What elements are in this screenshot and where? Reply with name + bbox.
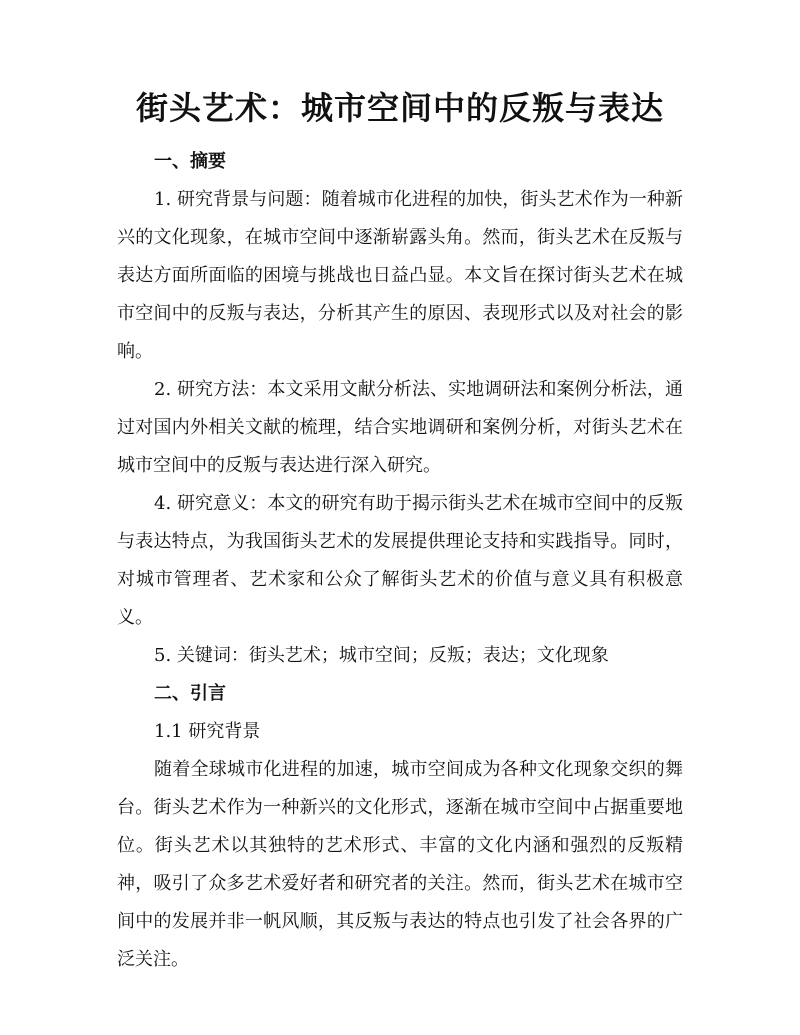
abstract-paragraph-background: 1. 研究背景与问题：随着城市化进程的加快，街头艺术作为一种新兴的文化现象，在城市空间中逐渐崭露头角。然而，街头艺术在反叛与表达方面所面临的困境与挑战也日益凸显。本文旨在探讨街头艺术在城市空间中的反叛与表达，分析其产生的原因、表现形式以及对社会的影响。 (117, 189, 683, 362)
abstract-paragraph-methods: 2. 研究方法：本文采用文献分析法、实地调研法和案例分析法，通过对国内外相关文献的梳理，结合实地调研和案例分析，对街头艺术在城市空间中的反叛与表达进行深入研究。 (117, 379, 683, 476)
intro-paragraph-background: 随着全球城市化进程的加速，城市空间成为各种文化现象交织的舞台。街头艺术作为一种新兴的文化形式，逐渐在城市空间中占据重要地位。街头艺术以其独特的艺术形式、丰富的文化内涵和强烈的反叛精神，吸引了众多艺术爱好者和研究者的关注。然而，街头艺术在城市空间中的发展并非一帆风顺，其反叛与表达的特点也引发了社会各界的广泛关注。 (117, 759, 683, 970)
document-title: 街头艺术：城市空间中的反叛与表达 (135, 89, 664, 127)
section-heading-intro: 二、引言 (154, 683, 226, 704)
abstract-paragraph-keywords: 5. 关键词：街头艺术；城市空间；反叛；表达；文化现象 (154, 645, 609, 666)
section-heading-abstract: 一、摘要 (154, 151, 226, 172)
abstract-paragraph-significance: 4. 研究意义：本文的研究有助于揭示街头艺术在城市空间中的反叛与表达特点，为我国街头艺术的发展提供理论支持和实践指导。同时，对城市管理者、艺术家和公众了解街头艺术的价值与意义具有积极意义。 (117, 493, 683, 628)
document-body (117, 143, 683, 979)
subsection-heading-background: 1.1 研究背景 (154, 721, 261, 742)
